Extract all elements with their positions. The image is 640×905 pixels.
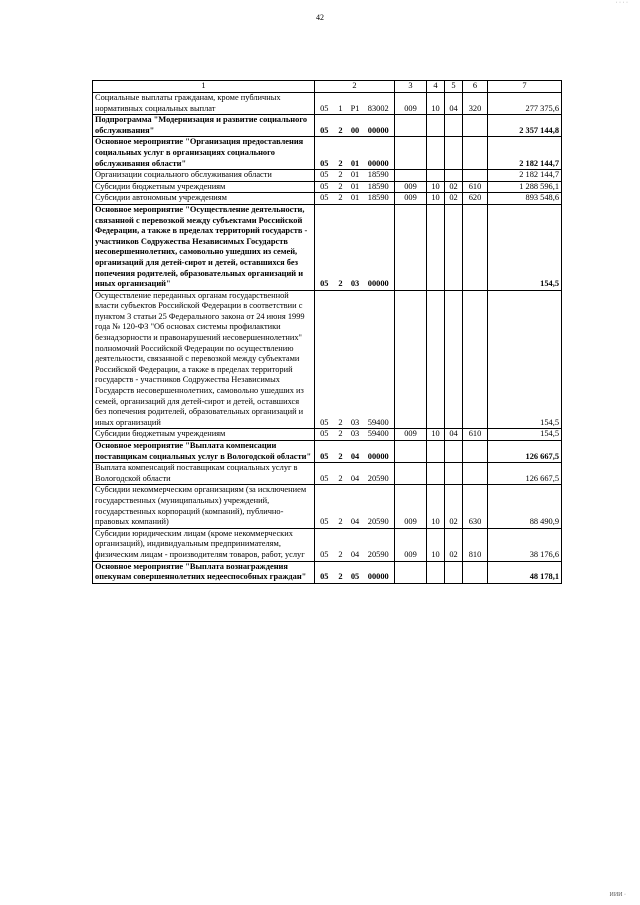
section-code-cell: 10 xyxy=(427,181,445,193)
row-name-cell: Субсидии бюджетным учреждениям xyxy=(93,181,315,193)
table-header-row xyxy=(93,81,562,93)
row-name-cell: Подпрограмма "Модернизация и развитие социального обслуживания" xyxy=(93,115,315,137)
row-name-cell: Осуществление переданных органам государственной власти субъектов Российской Федерации в соответствии с пунктом 3 статьи 25 Федерального закона от 24 июня 1999 года № 120-ФЗ "Об основах системы профилактики безнадзорности и правонарушений несовершеннолетних" полномочий Российской Федерации по осуществлению деятельности, связанной с перевозкой между субъектами Российской Федерации, а также в пределах территорий государств - участников Содружества Независимых Государств несовершеннолетних, самовольно ушедших из семей, организаций для детей-сирот и детей, оставшихся без попечения родителей, образовательных организаций и иных организаций xyxy=(93,290,315,429)
code-part-1: 05 xyxy=(315,290,334,429)
budget-table xyxy=(92,80,562,584)
expense-type-cell xyxy=(463,463,488,485)
ministry-code-cell xyxy=(395,204,427,290)
code-part-1: 05 xyxy=(315,193,334,205)
code-part-1: 05 xyxy=(315,115,334,137)
code-part-3: 04 xyxy=(348,485,363,528)
expense-type-cell xyxy=(463,204,488,290)
ministry-code-cell xyxy=(395,137,427,170)
row-name-cell: Основное мероприятие "Выплата вознаграждения опекунам совершеннолетних недееспособных граждан" xyxy=(93,561,315,583)
code-part-2: 2 xyxy=(334,204,348,290)
code-part-4: 00000 xyxy=(363,115,395,137)
code-part-2: 2 xyxy=(334,290,348,429)
header-col-6: 6 xyxy=(463,81,488,93)
header-col-4: 4 xyxy=(427,81,445,93)
code-part-4: 59400 xyxy=(363,290,395,429)
code-part-3: 01 xyxy=(348,170,363,182)
header-col-5: 5 xyxy=(445,81,463,93)
table-row xyxy=(93,204,562,290)
code-part-4: 59400 xyxy=(363,429,395,441)
amount-cell: 2 357 144,8 xyxy=(488,115,562,137)
code-part-1: 05 xyxy=(315,93,334,115)
subsection-code-cell xyxy=(445,137,463,170)
table-row xyxy=(93,170,562,182)
ministry-code-cell xyxy=(395,561,427,583)
corner-mark: · · · · xyxy=(615,0,628,6)
code-part-1: 05 xyxy=(315,137,334,170)
section-code-cell xyxy=(427,441,445,463)
code-part-1: 05 xyxy=(315,463,334,485)
code-part-1: 05 xyxy=(315,485,334,528)
amount-cell: 1 288 596,1 xyxy=(488,181,562,193)
section-code-cell: 10 xyxy=(427,429,445,441)
code-part-3: 05 xyxy=(348,561,363,583)
section-code-cell xyxy=(427,137,445,170)
expense-type-cell: 610 xyxy=(463,181,488,193)
ministry-code-cell: 009 xyxy=(395,429,427,441)
section-code-cell xyxy=(427,290,445,429)
row-name-cell: Основное мероприятие "Осуществление деятельности, связанной с перевозкой между субъектами Российской Федерации, а также в пределах территорий государств - участников Содружества Независимых Государств несовершеннолетних, самовольно ушедших из семей, организаций для детей-сирот и детей, оставшихся без попечения родителей, образовательных организаций и иных организаций" xyxy=(93,204,315,290)
code-part-2: 2 xyxy=(334,137,348,170)
code-part-4: 18590 xyxy=(363,170,395,182)
ministry-code-cell: 009 xyxy=(395,528,427,561)
ministry-code-cell xyxy=(395,170,427,182)
section-code-cell: 10 xyxy=(427,193,445,205)
row-name-cell: Выплата компенсаций поставщикам социальных услуг в Вологодской области xyxy=(93,463,315,485)
subsection-code-cell: 02 xyxy=(445,181,463,193)
row-name-cell: Основное мероприятие "Организация предоставления социальных услуг в организациях социального обслуживания области" xyxy=(93,137,315,170)
expense-type-cell xyxy=(463,441,488,463)
ministry-code-cell xyxy=(395,290,427,429)
code-part-2: 2 xyxy=(334,115,348,137)
code-part-4: 00000 xyxy=(363,441,395,463)
code-part-3: 01 xyxy=(348,193,363,205)
subsection-code-cell: 02 xyxy=(445,193,463,205)
header-col-3: 3 xyxy=(395,81,427,93)
section-code-cell: 10 xyxy=(427,528,445,561)
row-name-cell: Социальные выплаты гражданам, кроме публичных нормативных социальных выплат xyxy=(93,93,315,115)
code-part-2: 2 xyxy=(334,193,348,205)
table-row xyxy=(93,528,562,561)
table-row xyxy=(93,137,562,170)
ministry-code-cell: 009 xyxy=(395,193,427,205)
table-row xyxy=(93,193,562,205)
table-row xyxy=(93,441,562,463)
code-part-2: 2 xyxy=(334,441,348,463)
code-part-4: 00000 xyxy=(363,204,395,290)
row-name-cell: Организации социального обслуживания области xyxy=(93,170,315,182)
page-number: 42 xyxy=(316,13,324,22)
code-part-1: 05 xyxy=(315,181,334,193)
ministry-code-cell xyxy=(395,115,427,137)
subsection-code-cell xyxy=(445,170,463,182)
code-part-3: 00 xyxy=(348,115,363,137)
code-part-2: 2 xyxy=(334,463,348,485)
code-part-3: 03 xyxy=(348,429,363,441)
code-part-3: 03 xyxy=(348,290,363,429)
subsection-code-cell: 02 xyxy=(445,485,463,528)
code-part-2: 2 xyxy=(334,170,348,182)
table-row xyxy=(93,115,562,137)
subsection-code-cell: 04 xyxy=(445,93,463,115)
amount-cell: 893 548,6 xyxy=(488,193,562,205)
subsection-code-cell xyxy=(445,115,463,137)
amount-cell: 2 182 144,7 xyxy=(488,170,562,182)
ministry-code-cell: 009 xyxy=(395,181,427,193)
amount-cell: 88 490,9 xyxy=(488,485,562,528)
subsection-code-cell xyxy=(445,463,463,485)
ministry-code-cell: 009 xyxy=(395,93,427,115)
section-code-cell xyxy=(427,204,445,290)
row-name-cell: Субсидии юридическим лицам (кроме некоммерческих организаций), индивидуальным предпринимателям, физическим лицам - производителям товаров, работ, услуг xyxy=(93,528,315,561)
table-row xyxy=(93,485,562,528)
amount-cell: 154,5 xyxy=(488,290,562,429)
ministry-code-cell xyxy=(395,463,427,485)
code-part-1: 05 xyxy=(315,204,334,290)
code-part-1: 05 xyxy=(315,429,334,441)
code-part-2: 2 xyxy=(334,181,348,193)
code-part-4: 83002 xyxy=(363,93,395,115)
code-part-4: 20590 xyxy=(363,528,395,561)
code-part-1: 05 xyxy=(315,561,334,583)
code-part-4: 00000 xyxy=(363,137,395,170)
section-code-cell xyxy=(427,463,445,485)
table-row xyxy=(93,93,562,115)
row-name-cell: Субсидии бюджетным учреждениям xyxy=(93,429,315,441)
subsection-code-cell: 04 xyxy=(445,429,463,441)
code-part-3: 01 xyxy=(348,137,363,170)
code-part-3: 04 xyxy=(348,441,363,463)
code-part-3: 04 xyxy=(348,528,363,561)
table-row xyxy=(93,429,562,441)
ministry-code-cell xyxy=(395,441,427,463)
row-name-cell: Субсидии некоммерческим организациям (за исключением государственных (муниципальных) учреждений, государственных корпораций (компаний), публично-правовых компаний) xyxy=(93,485,315,528)
code-part-3: 03 xyxy=(348,204,363,290)
expense-type-cell xyxy=(463,290,488,429)
row-name-cell: Субсидии автономным учреждениям xyxy=(93,193,315,205)
code-part-2: 2 xyxy=(334,528,348,561)
expense-type-cell xyxy=(463,170,488,182)
expense-type-cell xyxy=(463,115,488,137)
header-col-1: 1 xyxy=(93,81,315,93)
code-part-2: 2 xyxy=(334,561,348,583)
code-part-1: 05 xyxy=(315,170,334,182)
expense-type-cell: 630 xyxy=(463,485,488,528)
table-row xyxy=(93,561,562,583)
ministry-code-cell: 009 xyxy=(395,485,427,528)
amount-cell: 277 375,6 xyxy=(488,93,562,115)
section-code-cell xyxy=(427,170,445,182)
header-col-7: 7 xyxy=(488,81,562,93)
code-part-4: 20590 xyxy=(363,463,395,485)
code-part-3: Р1 xyxy=(348,93,363,115)
table-row xyxy=(93,290,562,429)
code-part-3: 01 xyxy=(348,181,363,193)
subsection-code-cell xyxy=(445,561,463,583)
expense-type-cell: 320 xyxy=(463,93,488,115)
code-part-4: 18590 xyxy=(363,181,395,193)
subsection-code-cell: 02 xyxy=(445,528,463,561)
code-part-1: 05 xyxy=(315,528,334,561)
expense-type-cell: 810 xyxy=(463,528,488,561)
code-part-2: 2 xyxy=(334,485,348,528)
expense-type-cell xyxy=(463,137,488,170)
amount-cell: 154,5 xyxy=(488,429,562,441)
table-row xyxy=(93,181,562,193)
header-col-2: 2 xyxy=(315,81,395,93)
code-part-1: 05 xyxy=(315,441,334,463)
expense-type-cell: 610 xyxy=(463,429,488,441)
expense-type-cell: 620 xyxy=(463,193,488,205)
amount-cell: 126 667,5 xyxy=(488,441,562,463)
table-row xyxy=(93,463,562,485)
expense-type-cell xyxy=(463,561,488,583)
amount-cell: 38 176,6 xyxy=(488,528,562,561)
amount-cell: 154,5 xyxy=(488,204,562,290)
code-part-2: 2 xyxy=(334,429,348,441)
code-part-4: 20590 xyxy=(363,485,395,528)
row-name-cell: Основное мероприятие "Выплата компенсации поставщикам социальных услуг в Вологодской области" xyxy=(93,441,315,463)
amount-cell: 2 182 144,7 xyxy=(488,137,562,170)
section-code-cell: 10 xyxy=(427,485,445,528)
subsection-code-cell xyxy=(445,290,463,429)
code-part-4: 00000 xyxy=(363,561,395,583)
code-part-4: 18590 xyxy=(363,193,395,205)
amount-cell: 48 178,1 xyxy=(488,561,562,583)
amount-cell: 126 667,5 xyxy=(488,463,562,485)
code-part-2: 1 xyxy=(334,93,348,115)
subsection-code-cell xyxy=(445,204,463,290)
subsection-code-cell xyxy=(445,441,463,463)
section-code-cell xyxy=(427,115,445,137)
section-code-cell xyxy=(427,561,445,583)
footer-mark: ИИИ · xyxy=(609,892,626,898)
code-part-3: 04 xyxy=(348,463,363,485)
section-code-cell: 10 xyxy=(427,93,445,115)
